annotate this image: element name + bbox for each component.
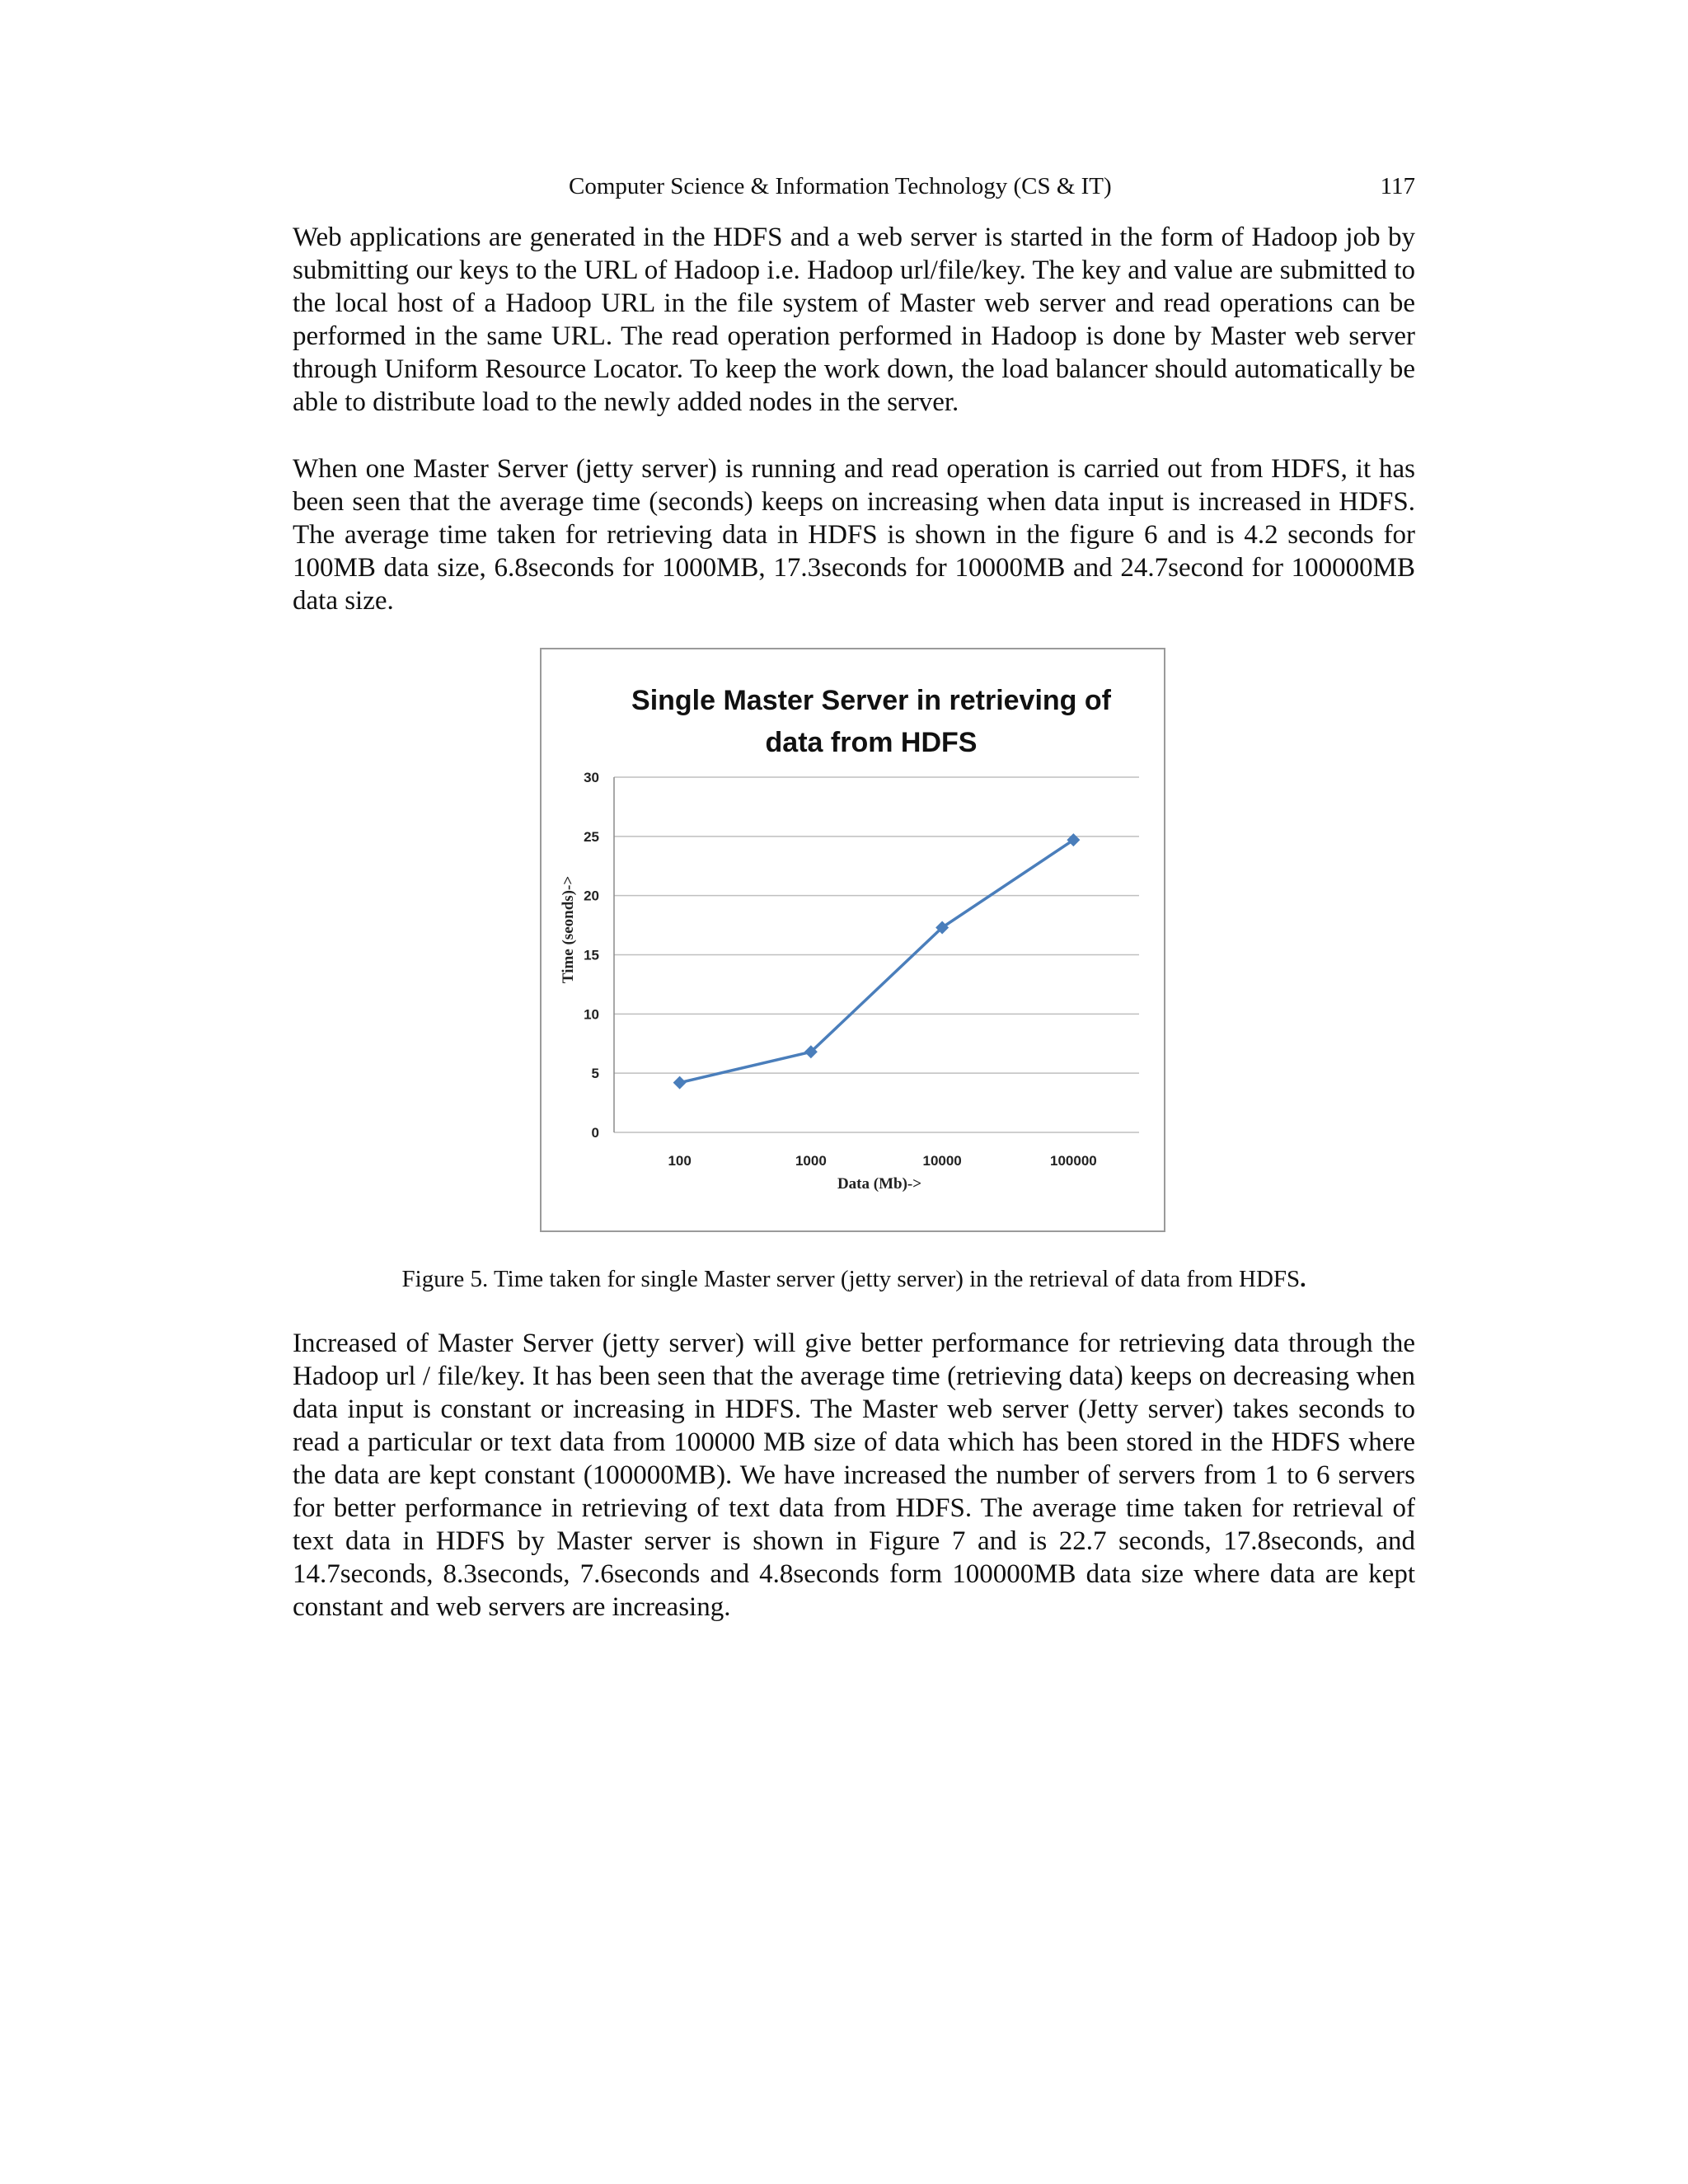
page-number: 117	[1380, 173, 1415, 199]
line-chart	[542, 649, 1164, 1230]
x-tick-label: 10000	[922, 1153, 962, 1169]
chart-title-line2: data from HDFS	[765, 727, 978, 758]
caption-text: Figure 5. Time taken for single Master server (jetty server) in the retrieval of data from HDFS	[401, 1266, 1301, 1292]
series-line	[680, 840, 1074, 1083]
y-tick-label: 10	[584, 1006, 599, 1023]
y-tick-label: 20	[584, 888, 599, 904]
y-tick-label: 30	[584, 770, 599, 785]
paragraph-3: Increased of Master Server (jetty server) will give better performance for retrieving data through the Hadoop url / file/key. It has been seen that the average time (retrieving data) keeps on decreasing when data input is constant or increasing in HDFS. The Master web server (Jetty server) takes seconds to read a particular or text data from 100000 MB size of data which has been stored in the HDFS where the data are kept constant (100000MB). We have increased the number of servers from 1 to 6 servers for better performance in retrieving of text data from HDFS. The average time taken for retrieval of text data in HDFS by Master server is shown in Figure 7 and is 22.7 seconds, 17.8seconds, and 14.7seconds, 8.3seconds, 7.6seconds and 4.8seconds form 100000MB data size where data are kept constant and web servers are increasing.	[293, 1329, 1415, 1622]
y-axis-label: Time (seonds)->	[560, 875, 577, 984]
chart-title-line1: Single Master Server in retrieving of	[631, 685, 1111, 716]
x-tick-label: 100000	[1050, 1153, 1097, 1169]
x-tick-label: 100	[668, 1153, 692, 1169]
figure-5-chart	[540, 648, 1165, 1232]
x-tick-label: 1000	[795, 1153, 827, 1169]
y-tick-label: 25	[584, 828, 599, 845]
running-header	[293, 173, 1415, 206]
caption-period: .	[1300, 1266, 1306, 1292]
data-point-marker	[673, 1076, 687, 1090]
x-axis-label: Data (Mb)->	[837, 1175, 922, 1193]
figure-caption	[293, 1266, 1415, 1293]
journal-title: Computer Science & Information Technology (CS & IT)	[569, 173, 1112, 199]
paragraph-2: When one Master Server (jetty server) is running and read operation is carried out from HDFS, it has been seen that the average time (seconds) keeps on increasing when data input is increased in HDFS. The average time taken for retrieving data in HDFS is shown in the figure 6 and is 4.2 seconds for 100MB data size, 6.8seconds for 1000MB, 17.3seconds for 10000MB and 24.7second for 100000MB data size.	[293, 454, 1415, 616]
paragraph-1: Web applications are generated in the HDFS and a web server is started in the form of Hadoop job by submitting our keys to the URL of Hadoop i.e. Hadoop url/file/key. The key and value are submitted to the local host of a Hadoop URL in the file system of Master web server and read operations can be performed in the same URL. The read operation performed in Hadoop is done by Master web server through Uniform Resource Locator. To keep the work down, the load balancer should automatically be able to distribute load to the newly added nodes in the server.	[293, 223, 1415, 417]
y-tick-label: 15	[584, 947, 599, 963]
y-tick-label: 5	[591, 1066, 599, 1082]
y-tick-label: 0	[591, 1125, 599, 1141]
